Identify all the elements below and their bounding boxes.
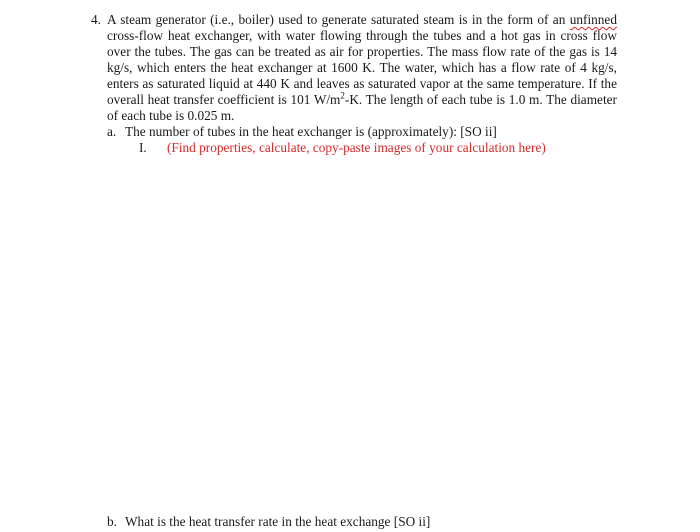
- question-line-6: overall heat transfer coefficient is 101 $W/m^2-K$. The length of each tube is 1.0 m. The diameter: [107, 90, 617, 107]
- part-a-item-marker: I.: [139, 140, 147, 155]
- part-b: [107, 514, 430, 530]
- question-line-7: of each tube is 0.025 m.: [107, 108, 235, 123]
- question-line-3: over the tubes. The gas can be treated as air for properties. The mass flow rate of the gas is 14: [107, 44, 617, 59]
- question-body: [107, 12, 617, 124]
- question-line-5: enters as saturated liquid at 440 K and leaves as saturated vapor at the same temperature. If the: [107, 76, 617, 91]
- part-b-text: What is the heat transfer rate in the heat exchange [SO ii]: [125, 514, 431, 529]
- question-line-1: A steam generator (i.e., boiler) used to generate saturated steam is in the form of an unfinned: [107, 12, 617, 27]
- misspelled-word[interactable]: unfinned: [569, 12, 617, 27]
- part-a-marker: a.: [107, 124, 117, 139]
- part-a-item-instruction[interactable]: (Find properties, calculate, copy-paste images of your calculation here): [167, 140, 546, 155]
- question-number: 4.: [91, 12, 101, 27]
- part-b-marker: b.: [107, 514, 117, 529]
- question-line-2: cross-flow heat exchanger, with water flowing through the tubes and a hot gas in cross flow: [107, 28, 617, 43]
- part-a: [107, 124, 497, 140]
- part-a-item-i: [139, 140, 546, 156]
- part-a-text: The number of tubes in the heat exchanger is (approximately): [SO ii]: [125, 124, 497, 139]
- question-line-4: kg/s, which enters the heat exchanger at 1600 K. The water, which has a flow rate of 4 kg/s,: [107, 60, 617, 75]
